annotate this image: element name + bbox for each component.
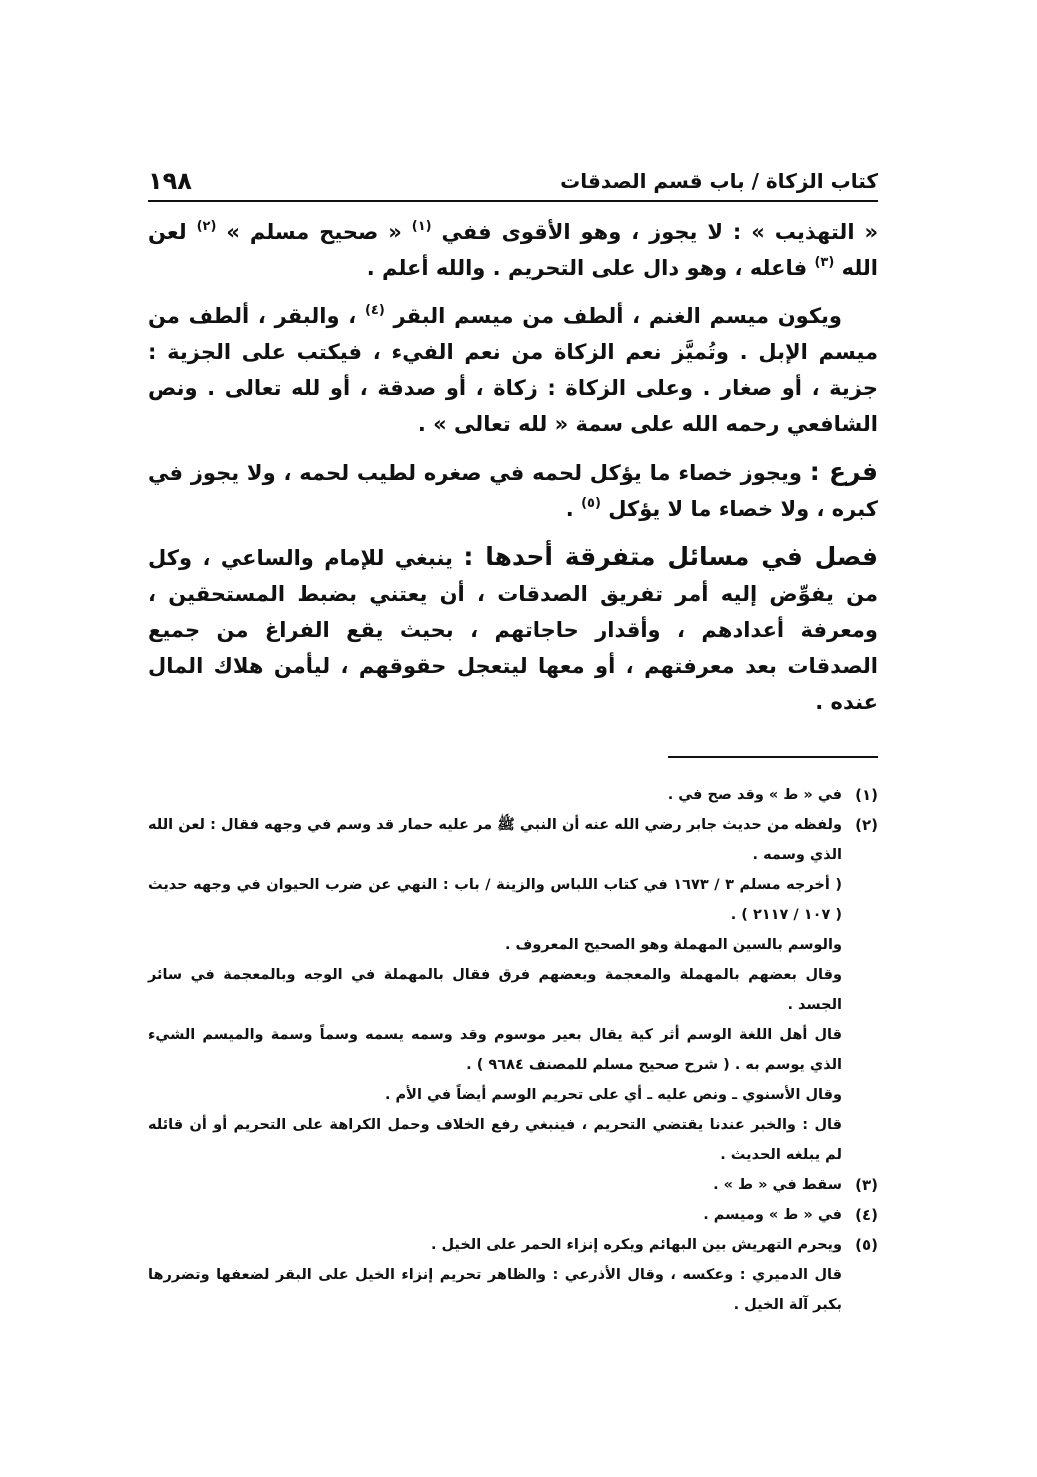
text-run: ويكون ميسم الغنم ، ألطف من ميسم البقر [393, 304, 842, 328]
running-header-title: كتاب الزكاة / باب قسم الصدقات [560, 169, 878, 193]
text-run: « التهذيب » : لا يجوز ، وهو الأقوى ففي [441, 220, 879, 244]
footnote-line: سقط في « ط » . [713, 1177, 842, 1193]
footnote-line: ( أخرجه مسلم ٣ / ١٦٧٣ في كتاب اللباس والزينة / باب : النهي عن ضرب الحيوان في وجهه حديث ( ١٠٧ / ٢١١٧ ) . [148, 877, 842, 923]
paragraph-fasl [148, 539, 878, 720]
footnote-item [148, 1230, 878, 1320]
footnote-ref-3[interactable]: (٣) [814, 255, 835, 270]
footnote-ref-1[interactable]: (١) [411, 219, 432, 234]
footnote-item [148, 780, 878, 810]
footnote-line: وقال بعضهم بالمهملة والمعجمة وبعضهم فرق فقال بالمهملة في الوجه وبالمعجمة في سائر الجسد . [148, 967, 842, 1013]
paragraph-far [148, 454, 878, 527]
text-run: . [565, 497, 582, 521]
footnote-line: قال الدميري : وعكسه ، وقال الأذرعي : والظاهر تحريم إنزاء الخيل على البقر لضعفها وتضررها بكبر آلة الخيل . [148, 1267, 842, 1313]
paragraph-tahdhib [148, 214, 878, 286]
footnote-number: (٣) [855, 1176, 878, 1194]
footnote-line: ويحرم التهريش بين البهائم ويكره إنزاء الحمر على الخيل . [430, 1237, 842, 1253]
footnote-body [148, 780, 842, 810]
footnote-line: في « ط » وميسم . [703, 1207, 842, 1223]
footnote-number: (١) [855, 786, 878, 804]
text-run: ويجوز خصاء ما يؤكل لحمه في صغره لطيب لحمه ، ولا يجوز في كبره ، ولا خصاء ما لا يؤكل [148, 461, 878, 521]
text-run: ، والبقر ، ألطف من ميسم الإبل . وتُميَّز نعم الزكاة من نعم الفيء ، فيكتب على الجزية : جزية ، أو صغار . وعلى الزكاة : زكاة ، أو صدقة ، أو لله تعالى . ونص الشافعي رحمه الله على سمة « لله تعالى » . [148, 304, 878, 436]
footnote-line: قال : والخبر عندنا يقتضي التحريم ، فينبغي رفع الخلاف وحمل الكراهة على التحريم أو أن قائله لم يبلغه الحديث . [148, 1117, 842, 1163]
footnote-item [148, 1170, 878, 1200]
footnote-ref-4[interactable]: (٤) [364, 303, 385, 318]
footnotes [148, 780, 878, 1320]
footnote-ref-2[interactable]: (٢) [196, 219, 217, 234]
section-heading: فصل في مسائل متفرقة أحدها : [463, 542, 878, 571]
footnote-line: ولفظه من حديث جابر رضي الله عنه أن النبي ﷺ مر عليه حمار قد وسم في وجهه فقال : لعن الله الذي وسمه . [148, 817, 842, 863]
footnote-number: (٤) [855, 1206, 878, 1224]
header-rule [148, 200, 878, 202]
text-run: ينبغي للإمام والساعي ، وكل من يفوِّض إليه أمر تفريق الصدقات ، أن يعتني بضبط المستحقين ، ومعرفة أعدادهم ، وأقدار حاجاتهم ، بحيث يقع الفراغ من جميع الصدقات بعد معرفتهم ، أو معها ليتعجل حقوقهم ، ليأمن هلاك المال عنده . [148, 546, 878, 714]
footnote-body [148, 1200, 842, 1230]
footnotes-rule [668, 756, 878, 758]
far-label: فرع : [809, 457, 878, 486]
footnote-line: والوسم بالسين المهملة وهو الصحيح المعروف . [504, 937, 842, 953]
footnote-ref-5[interactable]: (٥) [581, 496, 601, 511]
footnote-item [148, 810, 878, 1170]
footnote-number: (٥) [855, 1236, 878, 1254]
footnote-body [148, 1230, 842, 1320]
footnote-line: في « ط » وقد صح في . [667, 787, 842, 803]
running-header [148, 150, 878, 196]
footnote-body [148, 1170, 842, 1200]
main-text [148, 214, 878, 720]
footnote-item [148, 1200, 878, 1230]
text-run: « صحيح مسلم » [226, 220, 412, 244]
footnote-number: (٢) [855, 816, 878, 834]
text-run: لعن الله [148, 220, 878, 280]
footnote-line: وقال الأسنوي ـ ونص عليه ـ أي على تحريم الوسم أيضاً في الأم . [384, 1087, 842, 1103]
footnote-body [148, 810, 842, 1170]
page-number: ١٩٨ [148, 167, 192, 195]
paragraph-maysam [148, 298, 878, 442]
text-run: فاعله ، وهو دال على التحريم . والله أعلم . [366, 256, 815, 280]
footnote-line: قال أهل اللغة الوسم أثر كية يقال بعير موسوم وقد وسمه يسمه وسماً وسمة والميسم الشيء الذي يوسم به . ( شرح صحيح مسلم للمصنف ٩٦٨٤ ) . [148, 1027, 842, 1073]
